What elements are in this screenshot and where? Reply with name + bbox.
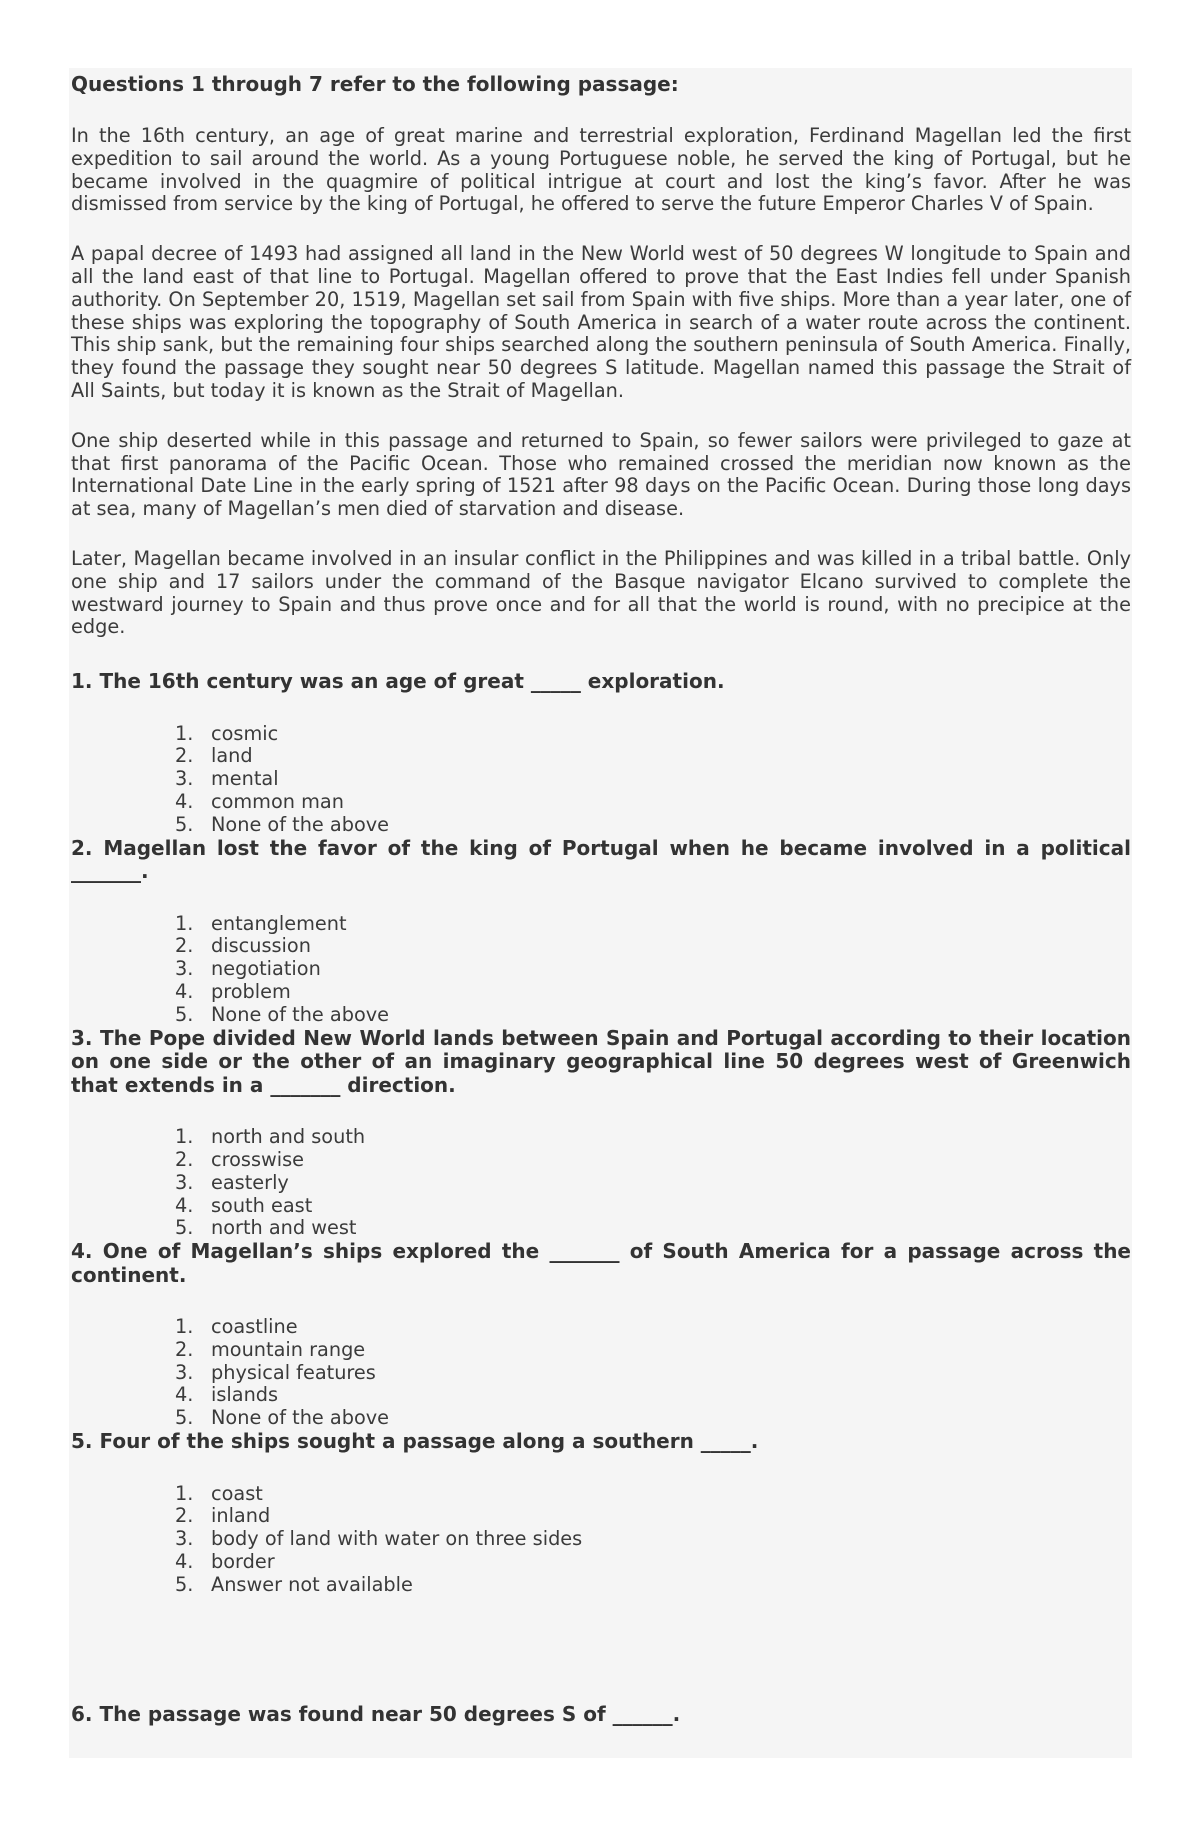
- option-item: mountain range: [211, 1337, 366, 1361]
- option-item: land: [211, 744, 253, 768]
- question-2-options: [71, 913, 1131, 1027]
- question-2: 2. Magellan lost the favor of the king of Portugal when he became involved in a political _______.: [71, 835, 1131, 884]
- option-item: north and west: [211, 1216, 357, 1240]
- option-item: problem: [211, 980, 291, 1004]
- passage-paragraph-1: In the 16th century, an age of great marine and terrestrial exploration, Ferdinand Magellan led the first expedition to sail around the world. As a young Portuguese noble, he served the king of Portugal, but he became involved in the quagmire of political intrigue at court and lost the king’s favor. After he was dismissed from service by the king of Portugal, he offered to serve the future Emperor Charles V of Spain.: [71, 124, 1131, 216]
- passage-paragraph-3: One ship deserted while in this passage and returned to Spain, so fewer sailors were privileged to gaze at that first panorama of the Pacific Ocean. Those who remained crossed the meridian now known as the International Date Line in the early spring of 1521 after 98 days on the Pacific Ocean. During those long days at sea, many of Magellan’s men died of starvation and disease.: [71, 428, 1131, 521]
- option-item: border: [211, 1549, 275, 1573]
- question-4: 4. One of Magellan’s ships explored the _______ of South America for a passage across the continent.: [71, 1239, 1131, 1287]
- question-5: 5. Four of the ships sought a passage along a southern _____.: [71, 1429, 759, 1454]
- passage-paragraph-2: A papal decree of 1493 had assigned all land in the New World west of 50 degrees W longitude to Spain and all the land east of that line to Portugal. Magellan offered to prove that the East Indies fell under Spanish authority. On September 20, 1519, Magellan set sail from Spain with five ships. More than a year later, one of these ships was exploring the topography of South America in search of a water route across the continent. This ship sank, but the remaining four ships searched along the southern peninsula of South America. Finally, they found the passage they sought near 50 degrees S latitude. Magellan named this passage the Strait of All Saints, but today it is known as the Strait of Magellan.: [71, 242, 1131, 402]
- option-item: body of land with water on three sides: [211, 1527, 583, 1551]
- option-item: None of the above: [211, 1002, 390, 1026]
- option-item: easterly: [211, 1170, 289, 1194]
- option-item: cosmic: [211, 721, 279, 745]
- option-item: None of the above: [211, 1406, 390, 1430]
- option-item: south east: [211, 1193, 313, 1217]
- option-item: north and south: [211, 1125, 366, 1149]
- option-item: coast: [211, 1481, 263, 1505]
- question-1: 1. The 16th century was an age of great _____ exploration.: [71, 669, 725, 694]
- question-3: 3. The Pope divided New World lands between Spain and Portugal according to their location on one side or the other of an imaginary geographical line 50 degrees west of Greenwich that extends in a _______ direction.: [71, 1025, 1131, 1097]
- option-item: entanglement: [211, 911, 347, 935]
- option-item: negotiation: [211, 957, 321, 981]
- passage-paragraph-4: Later, Magellan became involved in an insular conflict in the Philippines and was killed in a tribal battle. Only one ship and 17 sailors under the command of the Basque navigator Elcano survived to complete the westward journey to Spain and thus prove once and for all that the world is round, with no precipice at the edge.: [71, 546, 1131, 639]
- passage-intro: Questions 1 through 7 refer to the following passage:: [71, 72, 679, 96]
- option-item: None of the above: [211, 812, 390, 836]
- question-6: 6. The passage was found near 50 degrees S of ______.: [71, 1701, 681, 1726]
- document-body: [71, 68, 1131, 1726]
- option-item: inland: [211, 1504, 271, 1528]
- option-item: crosswise: [211, 1147, 305, 1171]
- page-gap: [71, 1597, 1131, 1703]
- option-item: islands: [211, 1383, 279, 1407]
- question-4-options: [71, 1316, 1131, 1430]
- question-1-options: [71, 723, 1131, 837]
- option-item: Answer not available: [211, 1572, 413, 1596]
- option-item: common man: [211, 790, 344, 814]
- question-5-options: [71, 1483, 1131, 1597]
- question-3-options: [71, 1126, 1131, 1240]
- option-item: mental: [211, 767, 279, 791]
- option-item: coastline: [211, 1315, 298, 1339]
- option-item: physical features: [211, 1360, 376, 1384]
- option-item: discussion: [211, 934, 311, 958]
